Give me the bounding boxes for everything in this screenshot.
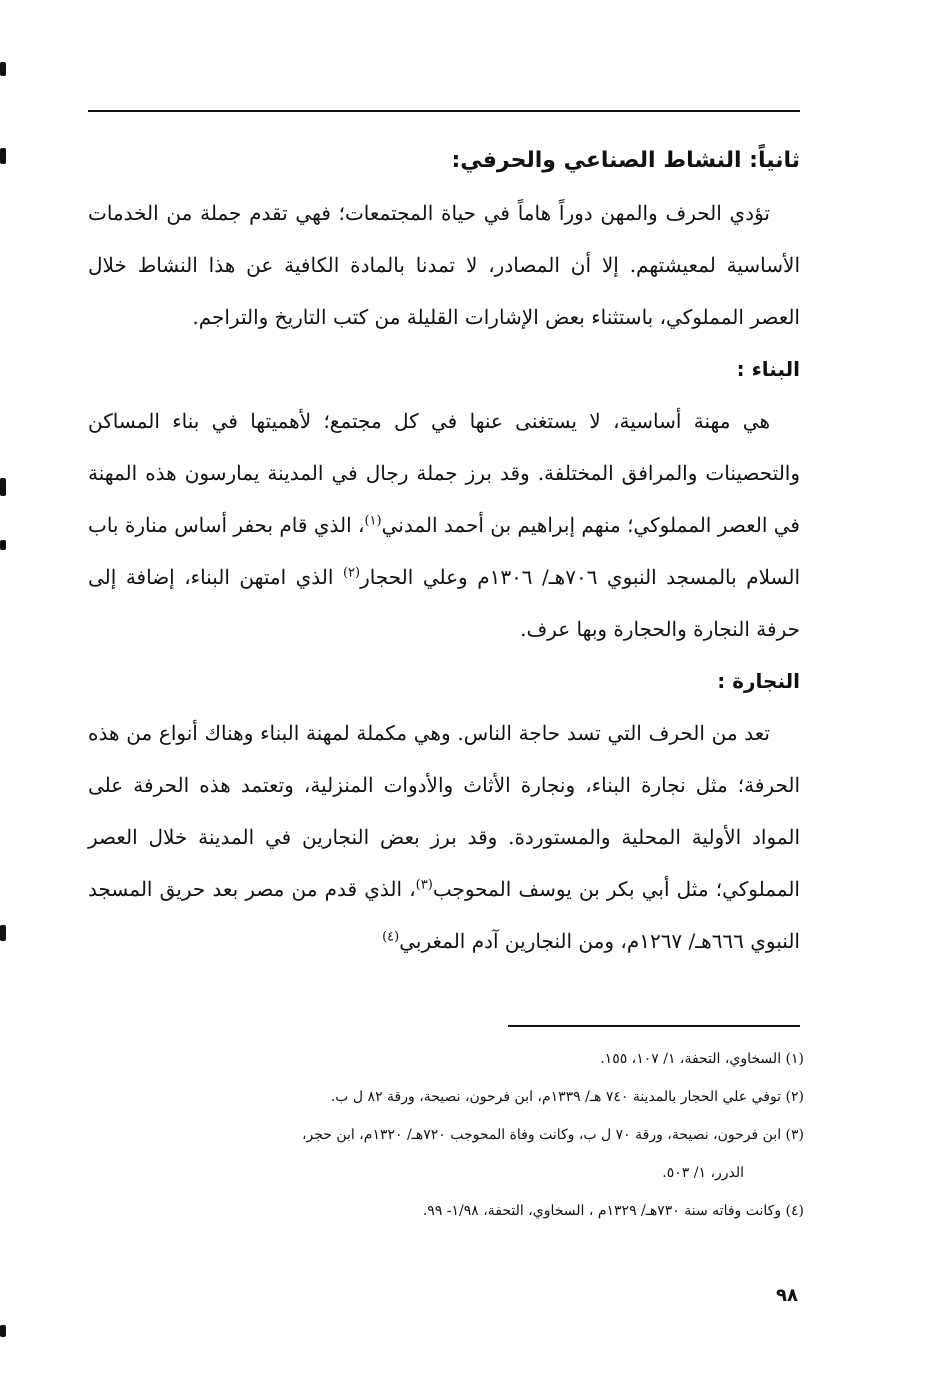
building-text-2: ، الذي قام بحفر أساس منارة باب السلام بالمسجد النبوي ٧٠٦هـ/ ١٣٠٦م وعلي الحجار — [88, 513, 801, 589]
footnote-marker-3: (٣) — [415, 877, 433, 893]
footnote-3: (٣) ابن فرحون، نصيحة، ورقة ٧٠ ل ب، وكانت وفاة المحوجب ٧٢٠هـ/ ١٣٢٠م، ابن حجر، — [301, 1127, 804, 1143]
footnote-marker-2: (٢) — [342, 565, 361, 581]
building-paragraph — [88, 395, 800, 655]
scan-edge-mark — [0, 1325, 6, 1337]
building-text-1: هي مهنة أساسية، لا يستغنى عنها في كل مجتمع؛ لأهميتها في بناء المساكن والتحصينات والمرافق المختلفة. وقد برز جملة رجال في المدينة يمارسون هذه المهنة في العصر المملوكي؛ منهم إبراهيم بن أحمد المدني — [88, 409, 800, 537]
building-text-3: الذي امتهن البناء، إضافة إلى حرفة النجارة والحجارة وبها عرف. — [88, 565, 800, 641]
page-body — [88, 135, 800, 967]
footnote-4: (٤) وكانت وفاته سنة ٧٣٠هـ/ ١٣٢٩م ، السخاوي، التحفة، ١/٩٨- ٩٩. — [422, 1203, 804, 1219]
scan-edge-mark — [0, 148, 6, 164]
scan-edge-mark — [0, 478, 6, 496]
footnote-rule — [508, 1025, 800, 1027]
carpentry-text-2: ، الذي قدم من مصر بعد حريق المسجد النبوي ٦٦٦هـ/ ١٢٦٧م، ومن النجارين آدم المغربي — [88, 877, 800, 953]
subheading-carpentry: النجارة : — [717, 669, 800, 693]
footnote-marker-4: (٤) — [382, 929, 400, 945]
footnote-2: (٢) توفي علي الحجار بالمدينة ٧٤٠ هـ/ ١٣٣٩م، ابن فرحون، نصيحة، ورقة ٨٢ ل ب. — [330, 1089, 804, 1105]
carpentry-paragraph — [88, 707, 800, 967]
subheading-building: البناء : — [736, 357, 800, 381]
footnote-1: (١) السخاوي، التحفة، ١/ ١٠٧، ١٥٥. — [600, 1051, 804, 1067]
scan-edge-mark — [0, 540, 6, 550]
intro-paragraph: تؤدي الحرف والمهن دوراً هاماً في حياة المجتمعات؛ فهي تقدم جملة من الخدمات الأساسية لمعيشتهم. إلا أن المصادر، لا تمدنا بالمادة الكافية عن هذا النشاط خلال العصر المملوكي، باستثناء بعض الإشارات القليلة من كتب التاريخ والتراجم. — [88, 201, 800, 329]
footnote-3-continued: الدرر، ١/ ٥٠٣. — [662, 1165, 744, 1181]
carpentry-text-1: تعد من الحرف التي تسد حاجة الناس. وهي مكملة لمهنة البناء وهناك أنواع من هذه الحرفة؛ مثل نجارة البناء، ونجارة الأثاث والأدوات المنزلية، وتعتمد هذه الحرفة على المواد الأولية المحلية والمستوردة. وقد برز بعض النجارين في المدينة خلال العصر المملوكي؛ مثل أبي بكر بن يوسف المحوجب — [88, 721, 800, 901]
header-rule — [88, 110, 800, 112]
section-heading: ثانياً: النشاط الصناعي والحرفي: — [451, 148, 800, 173]
footnotes — [88, 1040, 804, 1230]
footnote-marker-1: (١) — [364, 513, 382, 529]
page-number: ٩٨ — [776, 1285, 798, 1306]
scan-edge-mark — [0, 62, 6, 76]
scan-edge-mark — [0, 925, 6, 941]
